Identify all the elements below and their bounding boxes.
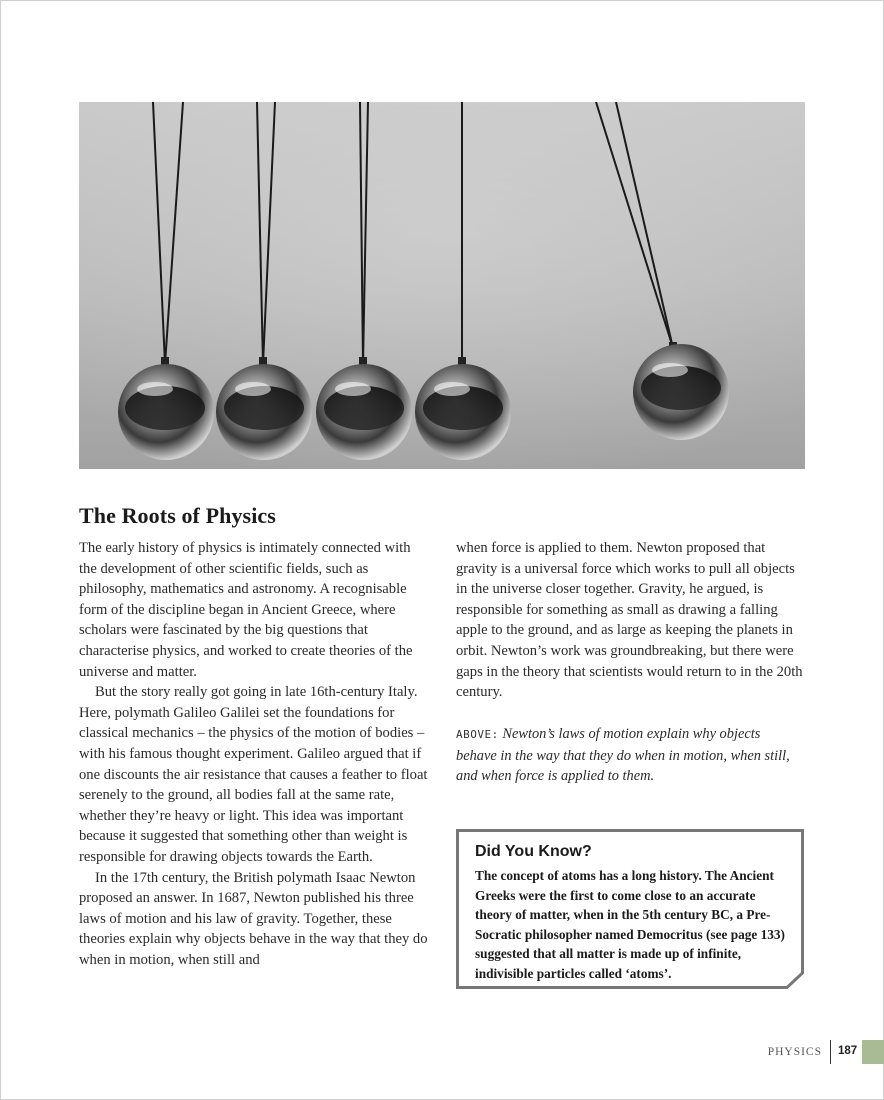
article-title: The Roots of Physics bbox=[79, 503, 276, 528]
paragraph-3: In the 17th century, the British polymath Isaac Newton proposed an answer. In 1687, Newton published his three laws of motion and his law of gravity. Together, these theories explain why objects behave in the way that they do when in motion, when still and bbox=[79, 869, 428, 968]
caption-label: ABOVE: bbox=[456, 728, 499, 741]
paragraph-4: when force is applied to them. Newton proposed that gravity is a universal force which works to pull all objects in the universe closer together. Gravity, he argued, is responsible for something as small as drawing a falling apple to the ground, and as large as keeping the planets in orbit. Newton’s work was groundbreaking, but there were gaps in the theory that scientists would return to in the 20th century. bbox=[456, 540, 803, 701]
caption-text: Newton’s laws of motion explain why objects behave in the way that they do when in motion, when still, and when force is applied to them. bbox=[456, 726, 790, 785]
footer-section-label: PHYSICS bbox=[767, 1046, 822, 1058]
right-column bbox=[456, 538, 808, 703]
photo-caption bbox=[456, 724, 796, 787]
footer-divider bbox=[830, 1040, 831, 1064]
newtons-cradle-photo bbox=[79, 102, 805, 469]
paragraph-2: But the story really got going in late 16th-century Italy. Here, polymath Galileo Galilei set the foundations for classical mechanics – the physics of the motion of bodies – with his famous thought experiment. Galileo argued that if one discounts the air resistance that causes a feather to float serenely to the ground, all bodies fall at the same rate, whether they’re heavy or light. This idea was important because it suggested that something other than weight is responsible for drawing objects towards the Earth. bbox=[79, 684, 428, 865]
did-you-know-box bbox=[456, 829, 804, 989]
did-you-know-title: Did You Know? bbox=[475, 843, 592, 860]
did-you-know-text: The concept of atoms has a long history. The Ancient Greeks were the first to come close to an accurate theory of matter, when in the 5th century BC, a Pre-Socratic philosopher named Democritus (see page 133) suggested that all matter is made up of infinite, indivisible particles called ‘atoms’. bbox=[475, 868, 785, 981]
left-column bbox=[79, 538, 431, 970]
paragraph-1: The early history of physics is intimately connected with the development of other scientific fields, such as philosophy, mathematics and astronomy. A recognisable form of the discipline began in Ancient Greece, where scholars were fascinated by the big questions that characterise physics, and worked to create theories of the universe and matter. bbox=[79, 540, 413, 680]
page-number: 187 bbox=[838, 1045, 858, 1057]
footer-color-tab bbox=[862, 1040, 884, 1064]
